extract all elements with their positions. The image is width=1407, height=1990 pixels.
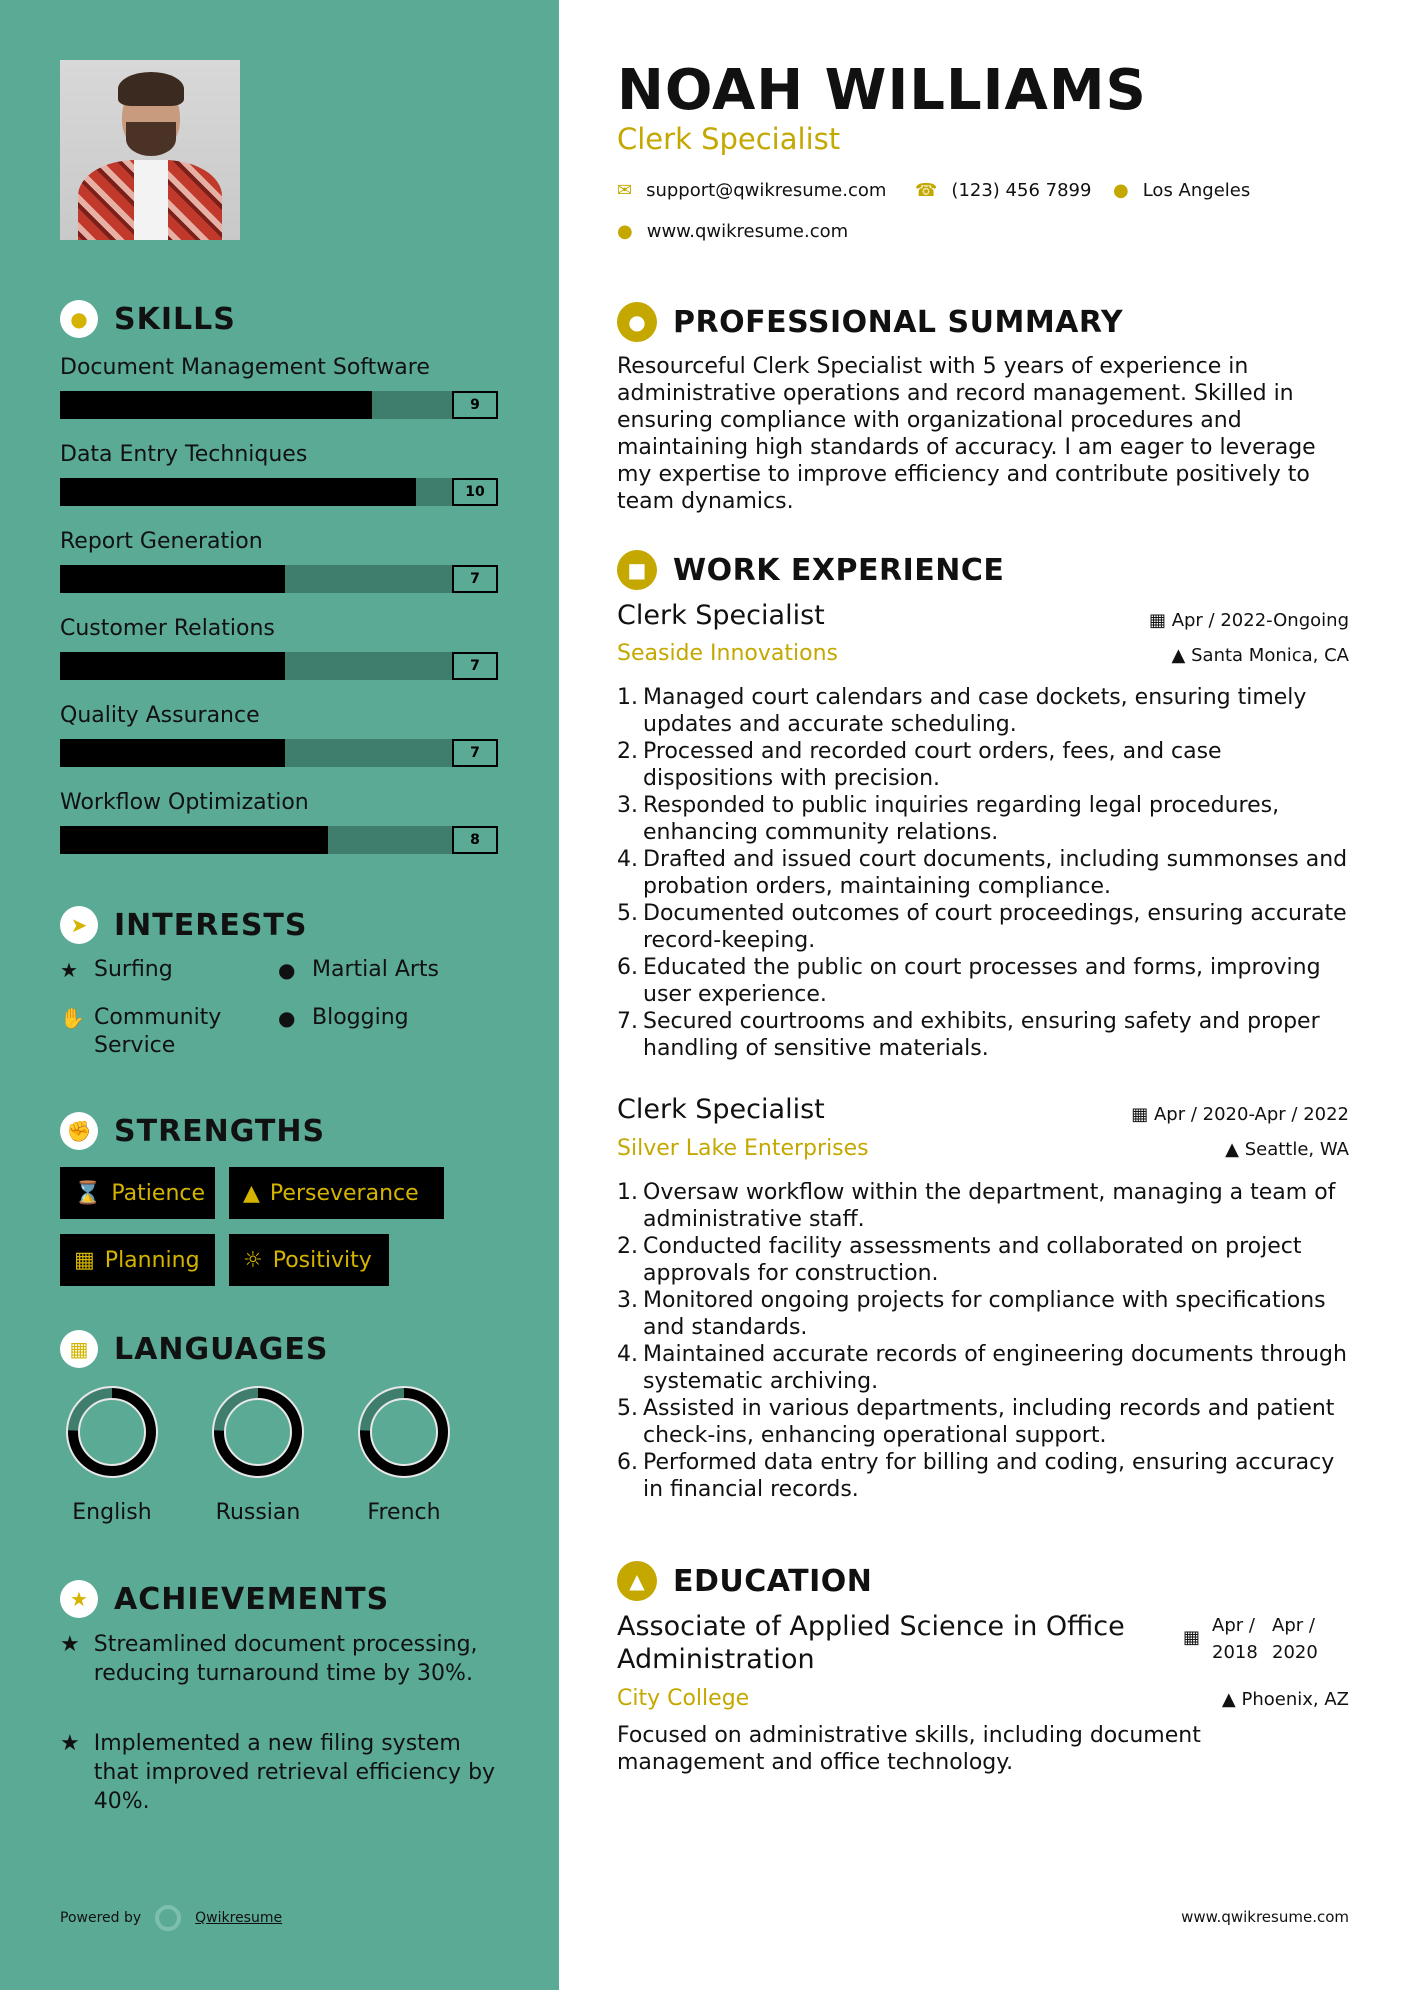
skill-level-badge: 9 <box>452 391 498 419</box>
languages-title: LANGUAGES <box>114 1331 329 1367</box>
achievements-title: ACHIEVEMENTS <box>114 1581 390 1617</box>
strength-label: Planning <box>104 1247 200 1273</box>
location-text: Santa Monica, CA <box>1191 645 1349 666</box>
skill-level-badge: 10 <box>452 478 498 506</box>
location-text: Los Angeles <box>1142 180 1251 201</box>
calendar-icon: ▦ <box>1183 1627 1201 1648</box>
edu-start: Apr / 2018 <box>1212 1615 1258 1663</box>
job-bullets <box>617 684 1357 1062</box>
education-description: Focused on administrative skills, including document management and office technology. <box>617 1723 1201 1775</box>
skill-bar <box>60 391 498 419</box>
skill-level-badge: 8 <box>452 826 498 854</box>
interest-label: Martial Arts <box>312 957 440 982</box>
achievement-text: Streamlined document processing, reducing turnaround time by 30%. <box>93 1632 478 1686</box>
job-dates <box>1131 1104 1349 1125</box>
graduation-cap-icon: ▲ <box>617 1561 657 1601</box>
candidate-name: NOAH WILLIAMS <box>617 58 1147 123</box>
education-dates <box>1183 1612 1322 1666</box>
globe-icon: ● <box>617 221 633 242</box>
language-ring-english <box>66 1386 158 1478</box>
map-pin-icon: ● <box>1113 180 1129 201</box>
skill-bar-fill <box>60 565 285 593</box>
language-ring-french <box>358 1386 450 1478</box>
skill-level-badge: 7 <box>452 652 498 680</box>
achievement-item <box>60 1630 500 1688</box>
pin-icon: ▲ <box>1221 1689 1236 1710</box>
skill-name: Report Generation <box>60 529 263 554</box>
powered-label: Powered by <box>60 1910 142 1926</box>
job-bullet: 3. Responded to public inquiries regarding legal procedures, enhancing community relations. <box>617 793 1280 845</box>
summary-title: PROFESSIONAL SUMMARY <box>673 304 1124 340</box>
star-icon: ★ <box>60 1731 80 1756</box>
strength-chip <box>229 1167 444 1219</box>
lightbulb-icon: ● <box>60 300 98 338</box>
skill-bar <box>60 826 498 854</box>
skill-level-badge: 7 <box>452 565 498 593</box>
job-bullet: 6. Performed data entry for billing and coding, ensuring accuracy in financial records. <box>617 1450 1335 1502</box>
job-bullet: 6. Educated the public on court processes and forms, improving user experience. <box>617 955 1321 1007</box>
pin-icon: ▲ <box>1225 1139 1239 1160</box>
job-location <box>1172 645 1349 666</box>
dates-text: Apr / 2022-Ongoing <box>1171 610 1349 631</box>
job-company: Seaside Innovations <box>617 641 838 666</box>
contact-location <box>1113 180 1250 201</box>
website-text: www.qwikresume.com <box>646 221 849 242</box>
office-chair-icon: ■ <box>617 550 657 590</box>
skill-name: Document Management Software <box>60 355 430 380</box>
interest-item <box>60 956 173 984</box>
job-bullet: 1. Oversaw workflow within the department, managing a team of administrative staff. <box>617 1180 1336 1232</box>
interests-title: INTERESTS <box>114 907 308 943</box>
skill-name: Data Entry Techniques <box>60 442 308 467</box>
achievement-text: Implemented a new filing system that improved retrieval efficiency by 40%. <box>93 1731 496 1814</box>
calendar-icon: ▦ <box>1148 610 1166 631</box>
sidebar <box>0 0 559 1990</box>
job-bullet: 4. Drafted and issued court documents, including summonses and probation orders, maintaining compliance. <box>617 847 1348 899</box>
skill-bar <box>60 565 498 593</box>
translate-icon: ▦ <box>60 1330 98 1368</box>
job-bullet: 2. Conducted facility assessments and collaborated on project approvals for construction. <box>617 1234 1302 1286</box>
summary-text: Resourceful Clerk Specialist with 5 years of experience in administrative operations and record management. Skilled in ensuring compliance with organizational procedures and maintaining high standards of accuracy. I am eager to leverage my expertise to improve efficiency and contribute positively to team dynamics. <box>617 354 1316 514</box>
edu-end: Apr / 2020 <box>1272 1615 1318 1663</box>
footer-website[interactable]: www.qwikresume.com <box>1181 1908 1349 1926</box>
strength-label: Perseverance <box>269 1180 419 1206</box>
achievements-heading <box>60 1580 389 1618</box>
languages-heading <box>60 1330 328 1368</box>
dates-text: Apr / 2020-Apr / 2022 <box>1153 1104 1349 1125</box>
strength-label: Positivity <box>272 1247 372 1273</box>
phone-icon: ☎ <box>915 180 938 201</box>
job-title: Clerk Specialist <box>617 600 825 631</box>
strength-chip <box>229 1234 389 1286</box>
envelope-icon: ✉ <box>617 180 633 201</box>
degree-title: Associate of Applied Science in Office Administration <box>617 1611 1125 1675</box>
work-title: WORK EXPERIENCE <box>673 552 1005 588</box>
job-bullet: 1. Managed court calendars and case dockets, ensuring timely updates and accurate scheduling. <box>617 685 1307 737</box>
strengths-heading <box>60 1112 325 1150</box>
skill-name: Workflow Optimization <box>60 790 309 815</box>
skills-heading <box>60 300 236 338</box>
skill-name: Quality Assurance <box>60 703 260 728</box>
location-text: Seattle, WA <box>1244 1139 1349 1160</box>
job-bullet: 2. Processed and recorded court orders, fees, and case dispositions with precision. <box>617 739 1222 791</box>
skill-bar-fill <box>60 478 416 506</box>
job-bullet: 5. Assisted in various departments, including records and patient check-ins, enhancing operational support. <box>617 1396 1335 1448</box>
interest-item <box>278 1004 409 1032</box>
sun-icon: ☼ <box>243 1247 263 1273</box>
calendar-icon: ▦ <box>1131 1104 1149 1125</box>
job-dates <box>1149 610 1349 631</box>
users-icon: ● <box>278 1006 296 1030</box>
education-title: EDUCATION <box>673 1563 873 1599</box>
skills-title: SKILLS <box>114 301 236 337</box>
achievement-item <box>60 1729 500 1816</box>
interest-item <box>60 1004 250 1060</box>
job-company: Silver Lake Enterprises <box>617 1136 869 1161</box>
interest-label: Surfing <box>94 957 173 982</box>
interest-label: Community Service <box>94 1005 222 1058</box>
language-label: French <box>367 1500 441 1525</box>
skill-bar-fill <box>60 739 285 767</box>
fist-icon: ✊ <box>60 1112 98 1150</box>
job-title: Clerk Specialist <box>617 1094 825 1125</box>
job-bullet: 4. Maintained accurate records of engineering documents through systematic archiving. <box>617 1342 1347 1394</box>
job-bullet: 7. Secured courtrooms and exhibits, ensuring safety and proper handling of sensitive materials. <box>617 1009 1320 1061</box>
education-heading <box>617 1561 872 1601</box>
people-icon: ▲ <box>243 1180 260 1206</box>
hand-icon: ✋ <box>60 1006 85 1030</box>
skill-bar-fill <box>60 826 328 854</box>
job-location <box>1225 1139 1349 1160</box>
interest-item <box>278 956 439 984</box>
globe-icon: ● <box>278 958 296 982</box>
powered-by <box>60 1905 282 1931</box>
pin-icon: ▲ <box>1171 645 1186 666</box>
email-text: support@qwikresume.com <box>646 180 887 201</box>
interest-label: Blogging <box>312 1005 409 1030</box>
candidate-role: Clerk Specialist <box>617 122 841 156</box>
language-label: Russian <box>215 1500 301 1525</box>
interests-heading <box>60 906 308 944</box>
star-icon: ★ <box>60 1580 98 1618</box>
star-icon: ★ <box>60 958 78 982</box>
job-bullet: 5. Documented outcomes of court proceedings, ensuring accurate record-keeping. <box>617 901 1347 953</box>
education-location <box>1222 1689 1349 1710</box>
job-bullets <box>617 1179 1357 1503</box>
contact-website[interactable] <box>617 221 848 242</box>
school-name: City College <box>617 1686 750 1711</box>
skill-bar-fill <box>60 391 372 419</box>
hourglass-icon: ⌛ <box>74 1180 102 1206</box>
contact-email[interactable] <box>617 180 886 201</box>
star-icon: ★ <box>60 1632 80 1657</box>
work-heading <box>617 550 1004 590</box>
job-bullet: 3. Monitored ongoing projects for compliance with specifications and standards. <box>617 1288 1326 1340</box>
qwikresume-link[interactable]: Qwikresume <box>195 1910 283 1926</box>
strength-label: Patience <box>111 1180 206 1206</box>
location-text: Phoenix, AZ <box>1241 1689 1349 1710</box>
language-label: English <box>72 1500 152 1525</box>
qwikresume-logo-icon <box>155 1905 181 1931</box>
paper-plane-icon: ➤ <box>60 906 98 944</box>
phone-text: (123) 456 7899 <box>951 180 1092 201</box>
skill-bar <box>60 739 498 767</box>
skill-bar-fill <box>60 652 285 680</box>
skill-level-badge: 7 <box>452 739 498 767</box>
skill-bar <box>60 652 498 680</box>
summary-heading <box>617 302 1123 342</box>
contact-phone[interactable] <box>915 180 1091 201</box>
profile-photo <box>60 60 240 240</box>
strength-chip <box>60 1234 215 1286</box>
language-ring-russian <box>212 1386 304 1478</box>
strengths-title: STRENGTHS <box>114 1113 326 1149</box>
strength-chip <box>60 1167 215 1219</box>
calendar-icon: ▦ <box>74 1247 95 1273</box>
main-content <box>559 0 1407 1990</box>
user-icon: ● <box>617 302 657 342</box>
skill-name: Customer Relations <box>60 616 275 641</box>
skill-bar <box>60 478 498 506</box>
